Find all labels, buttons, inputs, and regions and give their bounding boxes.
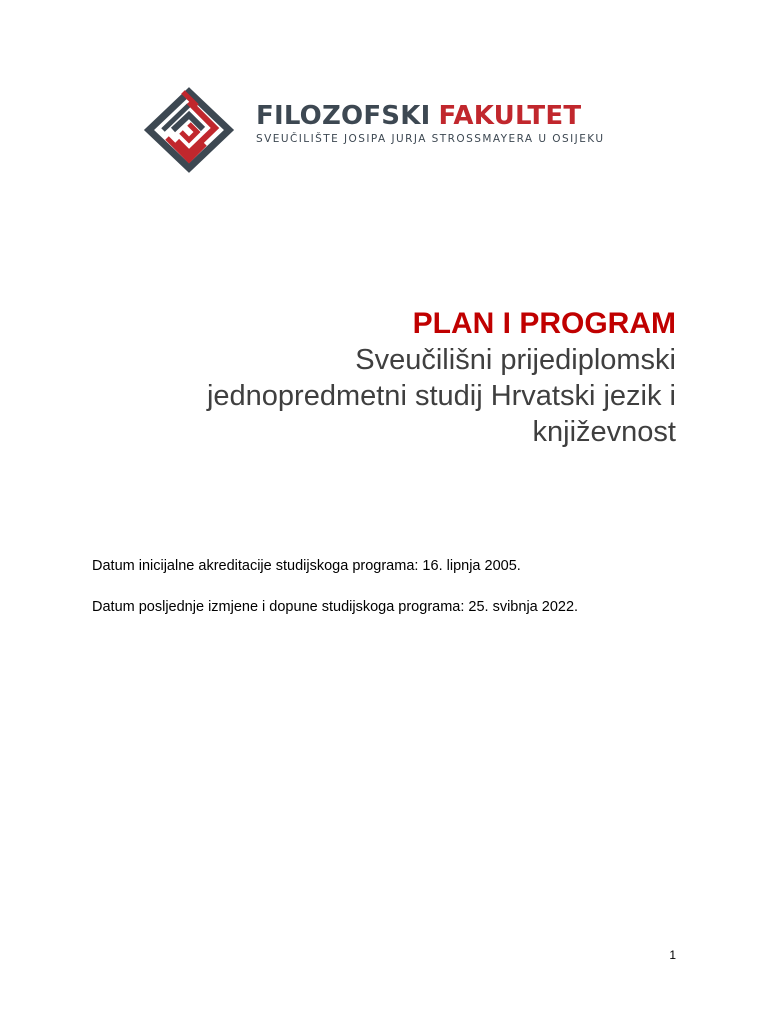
document-subtitle-line-3: književnost: [532, 416, 676, 448]
university-name: SVEUČILIŠTE JOSIPA JURJA STROSSMAYERA U OSIJEKU: [256, 133, 605, 145]
faculty-brand: [256, 100, 676, 145]
faculty-name-word2: FAKULTET: [438, 101, 582, 131]
document-subtitle-line-2: jednopredmetni studij Hrvatski jezik i: [206, 380, 676, 412]
title-block: [76, 306, 676, 450]
initial-accreditation-date: Datum inicijalne akreditacije studijskoga programa: 16. lipnja 2005.: [92, 558, 521, 574]
last-amendment-date: Datum posljednje izmjene i dopune studijskoga programa: 25. svibnja 2022.: [92, 599, 579, 615]
faculty-maze-logo-icon: [143, 86, 235, 174]
faculty-name: [256, 100, 676, 132]
page-number: 1: [669, 948, 676, 962]
document-title: PLAN I PROGRAM: [412, 307, 676, 340]
faculty-name-word1: FILOZOFSKI: [256, 101, 431, 131]
document-subtitle-line-1: Sveučilišni prijediplomski: [355, 344, 676, 376]
